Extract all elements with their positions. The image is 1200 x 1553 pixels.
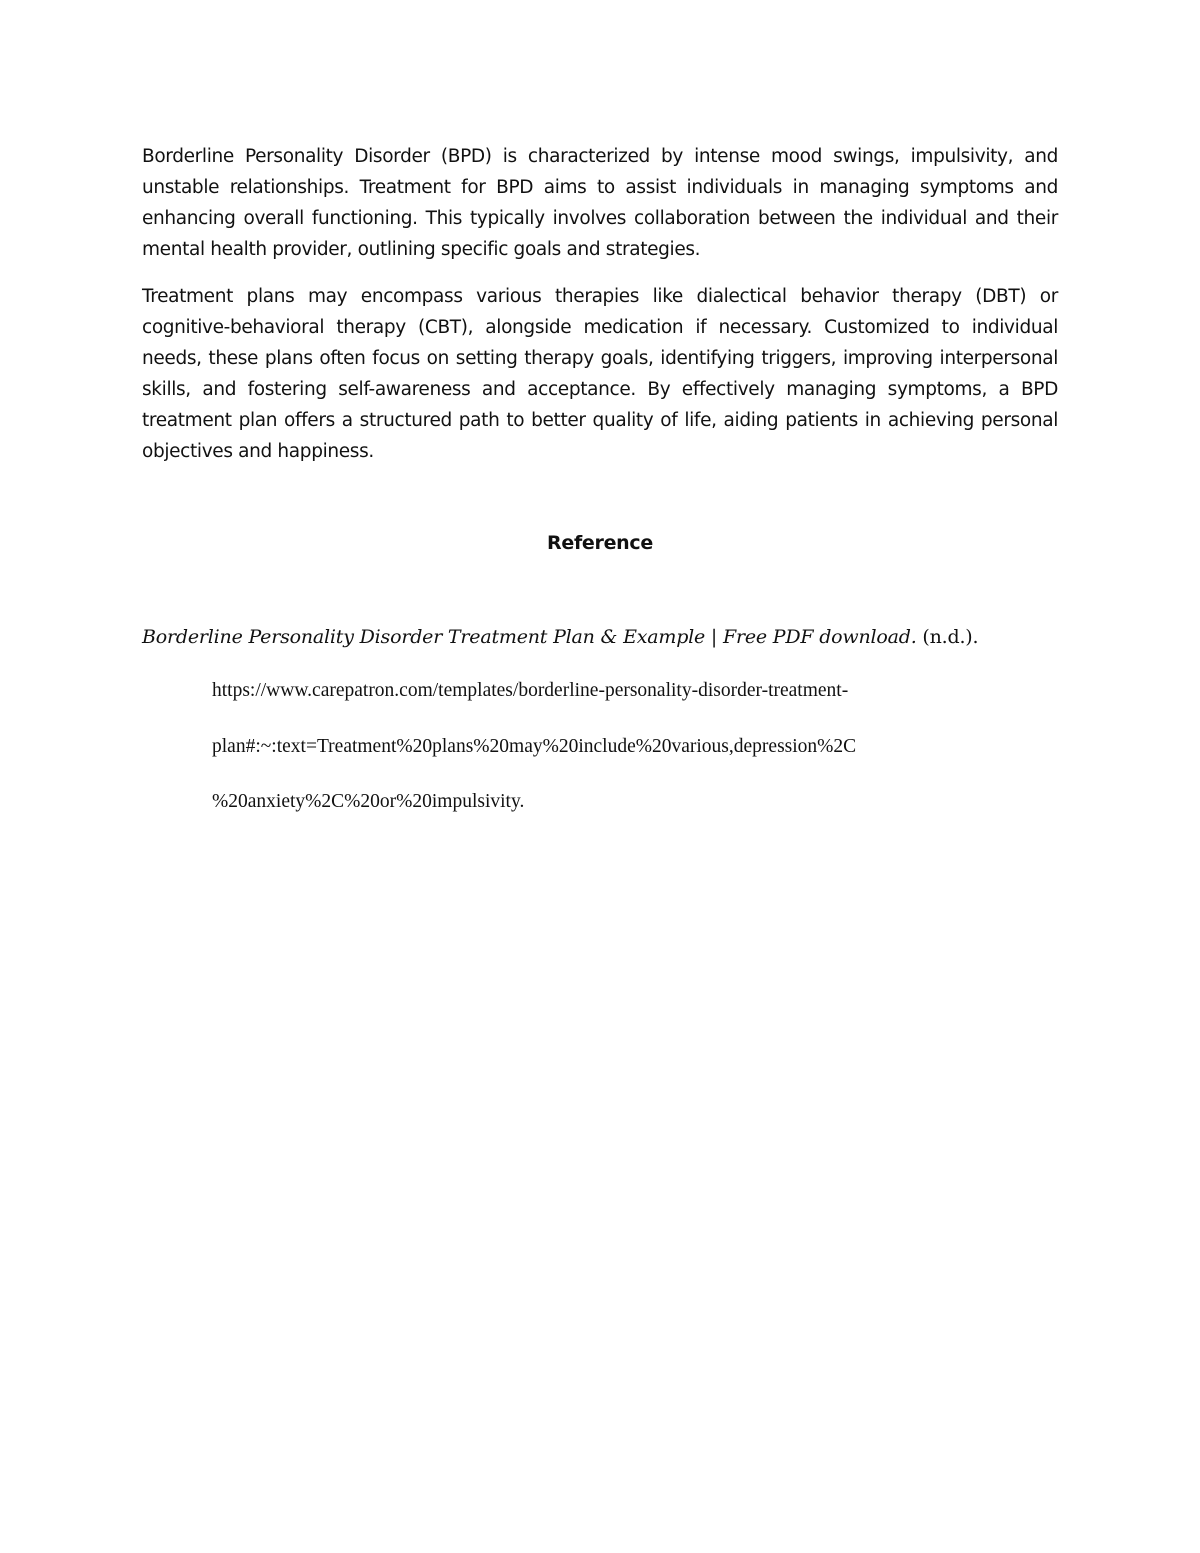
reference-url-line-1: https://www.carepatron.com/templates/borderline-personality-disorder-treatment- [212, 680, 849, 701]
reference-heading: Reference [547, 532, 653, 554]
reference-url [212, 663, 1042, 830]
reference-date: (n.d.). [916, 626, 979, 648]
body-paragraph-1: Borderline Personality Disorder (BPD) is characterized by intense mood swings, impulsivity, and unstable relationships. Treatment for BPD aims to assist individuals in managing symptoms and enhancing overall functioning. This typically involves collaboration between the individual and their mental health provider, outlining specific goals and strategies. [142, 146, 1058, 260]
body-paragraph-2: Treatment plans may encompass various therapies like dialectical behavior therapy (DBT) or cognitive-behavioral therapy (CBT), alongside medication if necessary. Customized to individual needs, these plans often focus on setting therapy goals, identifying triggers, improving interpersonal skills, and fostering self-awareness and acceptance. By effectively managing symptoms, a BPD treatment plan offers a structured path to better quality of life, aiding patients in achieving personal objectives and happiness. [142, 286, 1058, 462]
reference-title: Borderline Personality Disorder Treatment Plan & Example | Free PDF download. [142, 626, 917, 648]
reference-entry [142, 610, 1042, 664]
reference-url-line-3: %20anxiety%2C%20or%20impulsivity. [212, 791, 525, 812]
reference-url-line-2: plan#:~:text=Treatment%20plans%20may%20include%20various,depression%2C [212, 735, 857, 757]
